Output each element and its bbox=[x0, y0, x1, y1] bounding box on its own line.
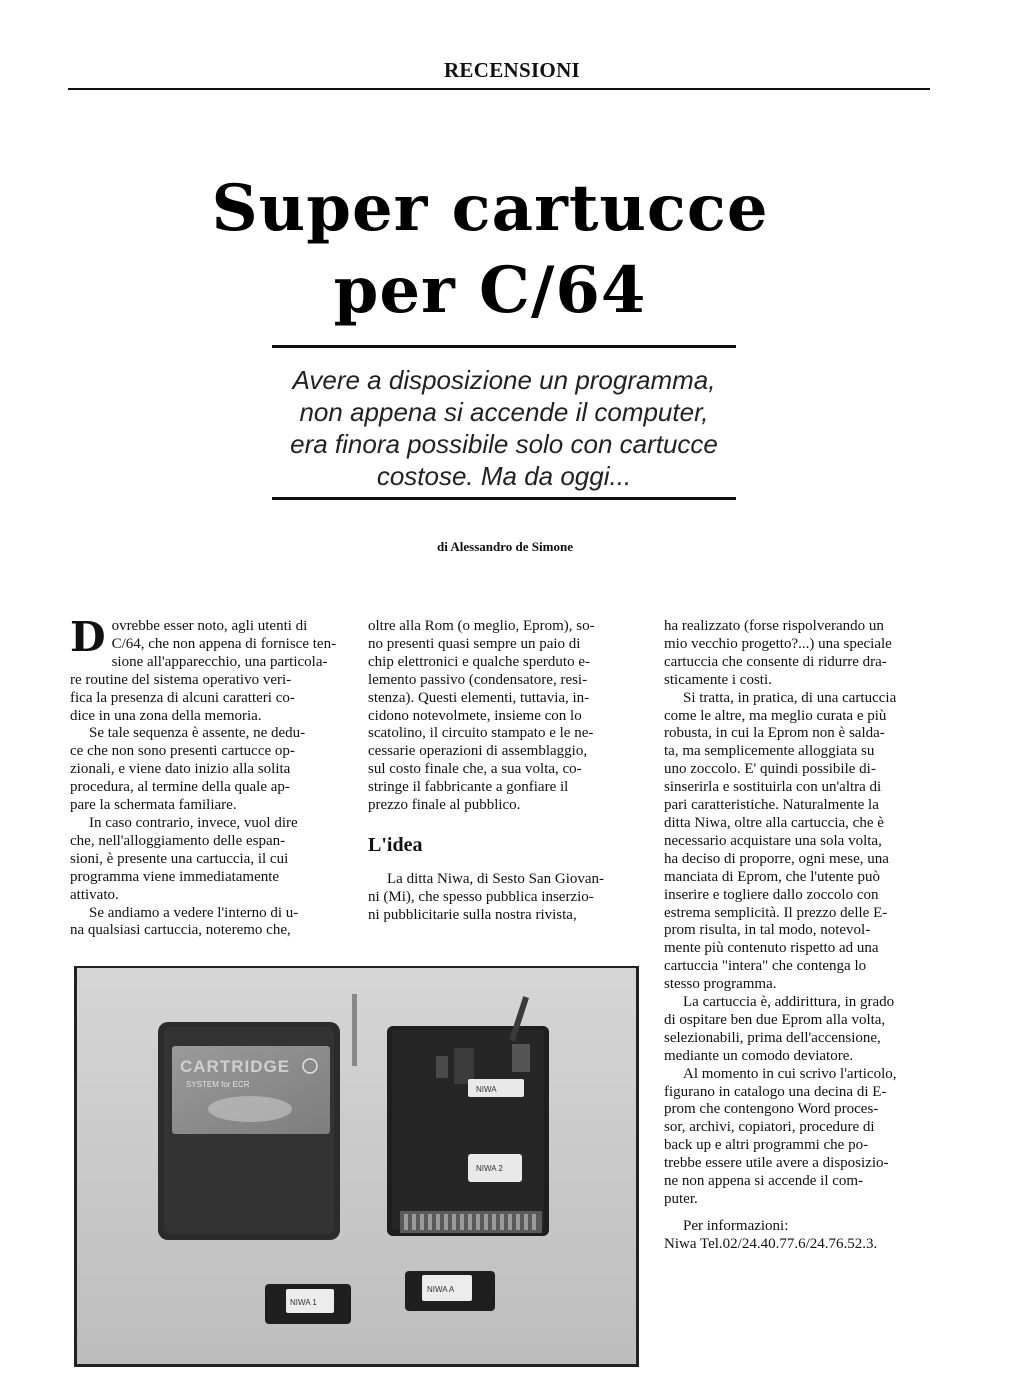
column-3 bbox=[664, 618, 940, 1254]
body-line: sinserirla e sostituirla con un'altra di bbox=[664, 779, 882, 796]
column-1 bbox=[70, 613, 348, 940]
body-line: pare la schermata familiare. bbox=[70, 797, 237, 814]
body-line: mente più contenuto rispetto ad una bbox=[664, 940, 879, 957]
body-line: sor, archivi, copiatori, procedure di bbox=[664, 1119, 875, 1136]
column-2 bbox=[368, 618, 642, 925]
cartridge-board bbox=[387, 996, 549, 1236]
body-line: ce che non sono presenti cartucce op- bbox=[70, 743, 295, 760]
chip-1-label-text: NIWA 1 bbox=[290, 1298, 317, 1307]
eprom-label-2-text: NIWA 2 bbox=[476, 1164, 503, 1173]
body-line: che, nell'alloggiamento delle espan- bbox=[70, 832, 286, 849]
body-line: cartuccia "intera" che contenga lo bbox=[664, 958, 867, 975]
eprom-chip-1 bbox=[265, 1284, 351, 1324]
body-line: Al momento in cui scrivo l'articolo, bbox=[683, 1065, 897, 1082]
subheading: L'idea bbox=[368, 833, 423, 856]
cartridge-sublabel-text: SYSTEM for ECR bbox=[186, 1080, 250, 1089]
body-line: manciata di Eprom, che l'utente può bbox=[664, 868, 880, 885]
body-line: no presenti quasi sempre un paio di bbox=[368, 635, 581, 652]
body-line: necessario acquistare una sola volta, bbox=[664, 832, 882, 849]
body-line: oltre alla Rom (o meglio, Eprom), so- bbox=[368, 618, 595, 634]
body-line: di ospitare ben due Eprom alla volta, bbox=[664, 1011, 886, 1028]
lede-line-1: Avere a disposizione un programma, bbox=[292, 365, 716, 395]
body-line: ditta Niwa, oltre alla cartuccia, che è bbox=[664, 814, 884, 831]
body-line: La cartuccia è, addirittura, in grado bbox=[683, 994, 895, 1011]
body-line: sioni, è presente una cartuccia, il cui bbox=[70, 850, 289, 867]
body-line: mediante un comodo deviatore. bbox=[664, 1047, 854, 1064]
wire-post bbox=[352, 994, 357, 1066]
body-line: come le altre, ma meglio curata e più bbox=[664, 707, 887, 724]
drop-cap: D bbox=[70, 613, 106, 661]
body-line: fica la presenza di alcuni caratteri co- bbox=[70, 689, 295, 706]
body-line: prom che contengono Word proces- bbox=[664, 1101, 879, 1118]
contact-heading: Per informazioni: bbox=[683, 1217, 789, 1234]
body-line: puter. bbox=[664, 1191, 698, 1207]
lede-rule-top bbox=[272, 345, 736, 348]
body-line: mio vecchio progetto?...) una speciale bbox=[664, 635, 892, 652]
body-line: ni pubblicitarie sulla nostra rivista, bbox=[368, 906, 577, 923]
body-line: dice in una zona della memoria. bbox=[70, 707, 262, 724]
body-line: cessarie operazioni di assemblaggio, bbox=[368, 743, 588, 760]
body-line: uno zoccolo. E' quindi possibile di- bbox=[664, 761, 876, 778]
body-line: stenza). Questi elementi, tuttavia, in- bbox=[368, 689, 590, 706]
body-line: back up e altri programmi che po- bbox=[664, 1137, 869, 1154]
article-title bbox=[0, 168, 980, 332]
body-line: sul costo finale che, a sua volta, co- bbox=[368, 761, 582, 778]
body-line: ta, ma semplicemente alloggiata su bbox=[664, 743, 875, 760]
lede-line-4: costose. Ma da oggi... bbox=[376, 461, 632, 491]
body-line: sticamente i costi. bbox=[664, 671, 772, 688]
eprom-label-text: NIWA bbox=[476, 1085, 497, 1094]
body-line: attivato. bbox=[70, 886, 119, 903]
body-line: prom risulta, in tal modo, notevol- bbox=[664, 922, 871, 939]
byline: di Alessandro de Simone bbox=[437, 539, 573, 554]
body-line: Se tale sequenza è assente, ne dedu- bbox=[89, 725, 306, 742]
contact-phone: Niwa Tel.02/24.40.77.6/24.76.52.3. bbox=[664, 1235, 878, 1252]
section-header: RECENSIONI bbox=[443, 58, 581, 82]
body-line: sione all'apparecchio, una particola- bbox=[111, 653, 328, 670]
body-line: estrema semplicità. Il prezzo delle E- bbox=[664, 904, 888, 921]
body-line: stringe il fabbricante a gonfiare il bbox=[368, 779, 569, 796]
title-line-1: Super cartucce bbox=[211, 171, 769, 246]
header-rule bbox=[68, 88, 930, 90]
body-line: pari caratteristiche. Naturalmente la bbox=[664, 797, 879, 814]
body-line: cartuccia che consente di ridurre dra- bbox=[664, 653, 887, 670]
lede-rule-bottom bbox=[272, 497, 736, 500]
body-line: prezzo finale al pubblico. bbox=[368, 797, 521, 814]
chip-2-label-text: NIWA A bbox=[427, 1285, 455, 1294]
cartridge-case bbox=[158, 1022, 340, 1240]
title-line-2: per C/64 bbox=[333, 253, 647, 328]
lede-line-2: non appena si accende il computer, bbox=[299, 397, 709, 427]
body-line: robusta, in cui la Eprom non è salda- bbox=[664, 725, 885, 742]
body-line: ha deciso di proporre, ogni mese, una bbox=[664, 850, 889, 867]
body-line: procedura, al termine della quale ap- bbox=[70, 779, 290, 796]
body-line: Si tratta, in pratica, di una cartuccia bbox=[683, 689, 897, 706]
body-line: figurano in catalogo una decina di E- bbox=[664, 1083, 887, 1100]
body-line: ne non appena si accende il com- bbox=[664, 1173, 864, 1190]
body-line: ha realizzato (forse rispolverando un bbox=[664, 618, 884, 634]
body-line: Se andiamo a vedere l'interno di u- bbox=[89, 904, 299, 921]
body-line: C/64, che non appena di fornisce ten- bbox=[111, 635, 337, 652]
body-line: lemento passivo (condensatore, resi- bbox=[368, 671, 588, 688]
body-line: programma viene immediatamente bbox=[70, 868, 280, 885]
photo-illustration bbox=[74, 966, 639, 1367]
body-line: selezionabili, prima dell'accensione, bbox=[664, 1029, 881, 1046]
body-line: cidono notevolmete, insieme con lo bbox=[368, 707, 582, 724]
eprom-chip-2 bbox=[405, 1271, 495, 1311]
cartridge-label-text: CARTRIDGE bbox=[180, 1057, 291, 1076]
body-line: re routine del sistema operativo veri- bbox=[70, 671, 292, 688]
body-line: In caso contrario, invece, vuol dire bbox=[89, 814, 298, 831]
body-line: inserire e togliere dallo zoccolo con bbox=[664, 886, 879, 903]
body-line: stesso programma. bbox=[664, 976, 777, 993]
body-line: trebbe essere utile avere a disposizio- bbox=[664, 1155, 889, 1172]
body-line: scatolino, il circuito stampato e le ne- bbox=[368, 725, 594, 742]
product-photo bbox=[74, 966, 639, 1367]
lede-line-3: era finora possibile solo con cartucce bbox=[290, 429, 718, 459]
body-line: ovrebbe esser noto, agli utenti di bbox=[111, 618, 308, 634]
body-line: La ditta Niwa, di Sesto San Giovan- bbox=[387, 870, 605, 887]
lede bbox=[252, 364, 756, 492]
body-line: na qualsiasi cartuccia, noteremo che, bbox=[70, 922, 291, 939]
body-line: chip elettronici e qualche sperduto e- bbox=[368, 653, 590, 670]
body-line: zionali, e viene dato inizio alla solita bbox=[70, 761, 291, 778]
body-line: ni (Mi), che spesso pubblica inserzio- bbox=[368, 888, 594, 905]
